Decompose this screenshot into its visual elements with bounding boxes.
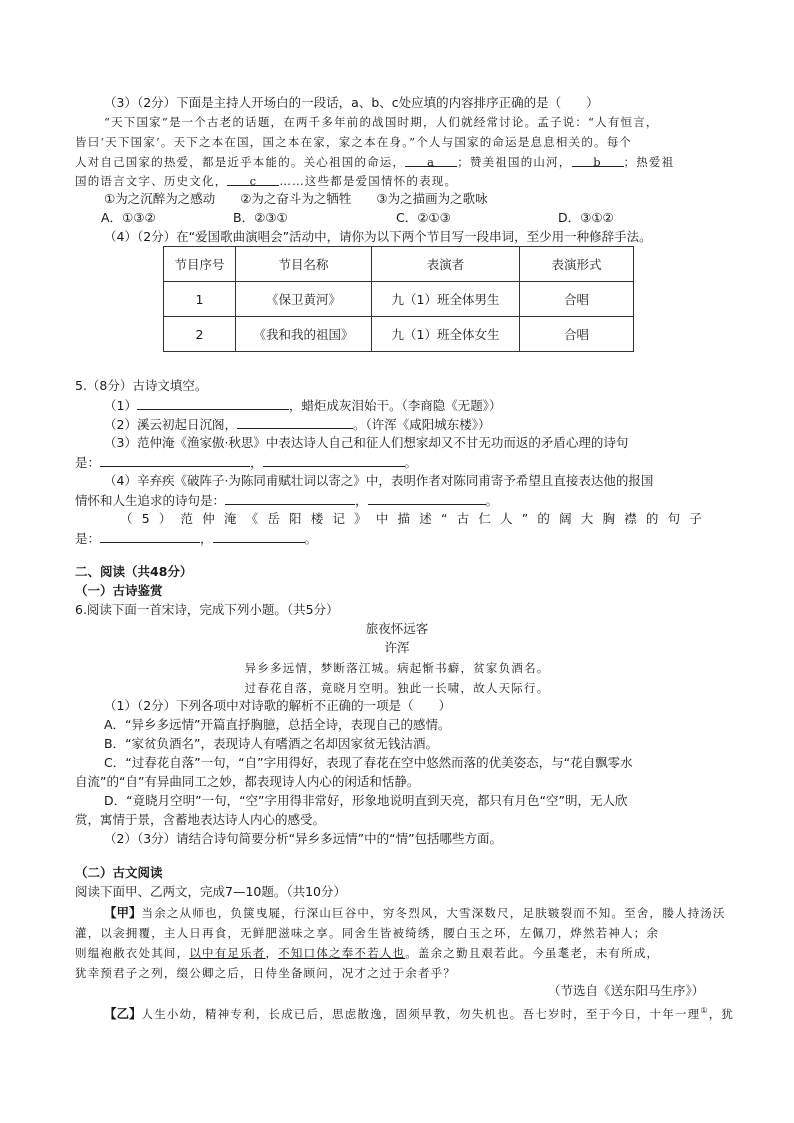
q5-item-4-line-2: 情怀和人生追求的诗句是： ， 。 [75, 493, 499, 508]
answer-blank [100, 453, 250, 467]
q4-3-stem: （3）（2分）下面是主持人开场白的一段话，a、b、c处应填的内容排序正确的是（ ） [104, 95, 599, 110]
table-header-row [164, 247, 634, 282]
poem-line-2: 过春花自落，竟晓月空明。独此一长啸，故人天际行。 [244, 681, 550, 695]
subsection-classical-title: （二）古文阅读 [75, 865, 163, 880]
q4-3-passage-line-2: 皆曰‘天下国家’。天下之本在国，国之本在家，家之本在身。”个人与国家的命运是息息相关的。每个 [75, 135, 633, 149]
poem-line-1: 异乡多远情，梦断落江城。病起惭书癖，贫家负酒名。 [244, 661, 550, 675]
q6-2-stem: （2）（3分）请结合诗句简要分析“异乡多远情”中的“情”包括哪些方面。 [104, 831, 503, 846]
text-jia-line-4: 犹幸预君子之列，缀公卿之后，日侍坐备顾问，况才之过于余者乎？ [75, 966, 456, 980]
q5-item-4-line-1: （4）辛弃疾《破阵子·为陈同甫赋壮词以寄之》中，表明作者对陈同甫寄予希望且直接表达他的报国 [104, 473, 654, 488]
answer-blank [137, 396, 289, 410]
text-jia-label: 【甲】 [104, 905, 142, 920]
q5-item-3-line-1: （3）范仲淹《渔家傲·秋思》中表达诗人自己和征人们想家却又不甘无功而返的矛盾心理的诗句 [104, 435, 629, 450]
q6-1-stem: （1）（2分）下列各项中对诗歌的解析不正确的一项是（ ） [104, 698, 452, 713]
table-cell: 九（1）班全体女生 [372, 317, 520, 352]
text-jia-line-2: 灌，以衾拥覆，主人日再食，无鲜肥滋味之享。同舍生皆被绮绣，腰白玉之环，左佩刀，烨然若神人；余 [75, 926, 660, 940]
q6-1-option-d-line-1: D．“竟晓月空明”一句，“空”字用得非常好，形象地说明直到天亮，都只有月色“空”明，无人欣 [104, 793, 628, 808]
table-cell: 九（1）班全体男生 [372, 282, 520, 317]
table-cell: 合唱 [520, 282, 634, 317]
table-cell: 合唱 [520, 317, 634, 352]
text-jia-line-1: 【甲】当余之从师也，负箧曳屣，行深山巨谷中，穷冬烈风，大雪深数尺，足肤皲裂而不知。至舍，媵人持汤沃 [104, 905, 726, 920]
q6-1-option-d-line-2: 赏，寓情于景，含蓄地表达诗人内心的感受。 [75, 812, 326, 827]
q6-1-option-b: B．“家贫负酒名”，表现诗人有嗜酒之名却因家贫无钱沽酒。 [104, 736, 439, 751]
blank-b: b [572, 153, 624, 167]
table-cell: 2 [164, 317, 236, 352]
table-row [164, 282, 634, 317]
table-header-cell: 表演者 [372, 247, 520, 282]
table-header-cell: 节目序号 [164, 247, 236, 282]
answer-blank [368, 491, 486, 505]
q5-item-5-line-1: （5）范仲淹《岳阳楼记》中描述“古仁人”的阔大胸襟的句子 [120, 511, 712, 526]
table-row [164, 317, 634, 352]
underlined-sentence: 以中有足乐者 [189, 946, 266, 960]
q5-item-1: （1） ，蜡炬成灰泪始干。（李商隐《无题》） [104, 398, 502, 413]
q6-1-option-c-line-1: C．“过春花自落”一句，“自”字用得好，表现了春花在空中悠然而落的优美姿态，与“花自飘零水 [104, 755, 633, 770]
table-header-cell: 表演形式 [520, 247, 634, 282]
q4-3-passage-line-4: 国的语言文字、历史文化， c ……这些都是爱国情怀的表现。 [75, 174, 458, 188]
q4-3-option-a: A．①③② [101, 210, 156, 225]
table-header-cell: 节目名称 [236, 247, 372, 282]
q4-3-passage-line-3: 人对自己国家的热爱，都是近乎本能的。关心祖国的命运， a ；赞美祖国的山河， b ；热爱祖 [75, 155, 675, 169]
q5-item-5-line-2: 是： ， 。 [75, 531, 318, 546]
q6-title: 6.阅读下面一首宋诗，完成下列小题。（共5分） [75, 602, 339, 617]
subsection-poetry-title: （一）古诗鉴赏 [75, 583, 163, 598]
q6-1-option-c-line-2: 自流”的“自”有异曲同工之妙，都表现诗人内心的闲适和恬静。 [75, 774, 420, 789]
text-yi-line-1: 【乙】人生小幼，精神专利，长成已后，思虑散逸，固须早教，勿失机也。吾七岁时，至于今日，十年一理①，犹 [104, 1005, 735, 1021]
blank-c: c [227, 172, 279, 186]
table-cell: 《保卫黄河》 [236, 282, 372, 317]
answer-blank [213, 529, 305, 543]
poem-author: 许浑 [384, 640, 410, 655]
text-yi-label: 【乙】 [104, 1005, 142, 1021]
table-cell: 《我和我的祖国》 [236, 317, 372, 352]
text-jia-source: （节选自《送东阳马生序》） [548, 983, 705, 998]
answer-blank [263, 453, 405, 467]
answer-blank [225, 491, 355, 505]
blank-a: a [405, 153, 457, 167]
q6-1-option-a: A．“异乡多远情”开篇直抒胸臆，总括全诗，表现自己的感情。 [104, 717, 451, 732]
underlined-sentence: 不知口体之奉不若人也 [278, 946, 406, 960]
section-2-title: 二、阅读（共48分） [75, 564, 193, 579]
table-cell: 1 [164, 282, 236, 317]
q5-item-3-line-2: 是： ， 。 [75, 455, 418, 470]
answer-blank [100, 529, 200, 543]
answer-blank [237, 415, 353, 429]
q7-intro: 阅读下面甲、乙两文，完成7—10题。（共10分） [75, 884, 347, 899]
q4-3-option-d: D．③①② [558, 210, 614, 225]
q4-3-passage-line-1: “天下国家”是一个古老的话题，在两千多年前的战国时期，人们就经常讨论。孟子说：“人有恒言， [104, 115, 659, 129]
program-table [163, 246, 634, 352]
footnote-marker: ① [700, 1006, 709, 1015]
q4-4-stem: （4）（2分）在“爱国歌曲演唱会”活动中，请你为以下两个节目写一段串词，至少用一种修辞手法。 [104, 229, 652, 244]
text-jia-line-3: 则缊袍敝衣处其间，以中有足乐者，不知口体之奉不若人也。盖余之勤且艰若此。今虽耄老，未有所成， [75, 946, 660, 960]
q4-3-option-b: B．②③① [233, 210, 288, 225]
q5-item-2: （2）溪云初起日沉阁， 。（许浑《咸阳城东楼》） [104, 417, 491, 432]
q5-title: 5.（8分）古诗文填空。 [75, 378, 208, 393]
q4-3-option-c: C．②①③ [396, 210, 451, 225]
poem-title: 旅夜怀远客 [365, 621, 429, 636]
q4-3-choices: ①为之沉醉为之感动 ②为之奋斗为之牺牲 ③为之描画为之歌咏 [104, 191, 488, 206]
